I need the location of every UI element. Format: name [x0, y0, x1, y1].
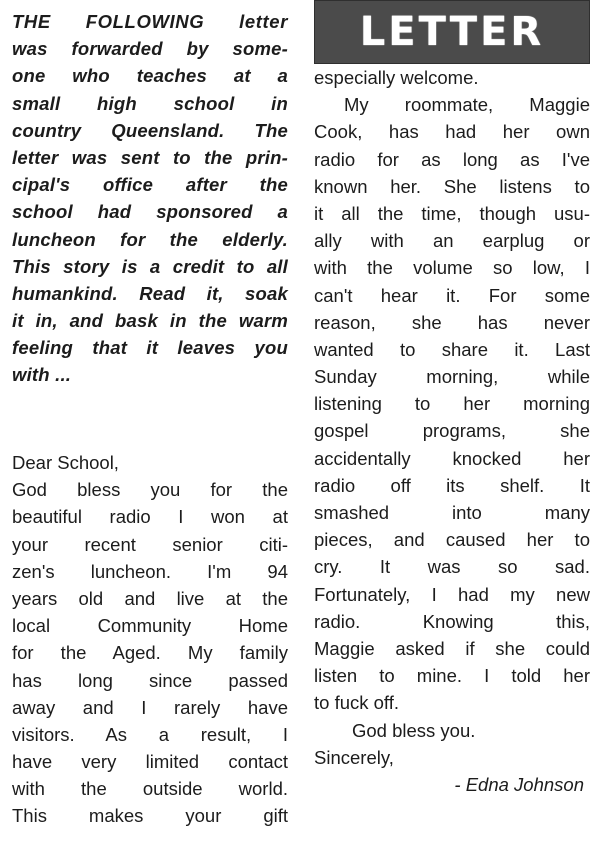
letter-line: Maggie asked if she could	[314, 637, 590, 659]
intro-line: was forwarded by some-	[12, 38, 288, 60]
letter-line: can't hear it. For some	[314, 284, 590, 306]
letter-line: listening to her morning	[314, 393, 590, 415]
letter-line: This makes your gift	[12, 805, 288, 827]
intro-line: luncheon for the elderly.	[12, 228, 288, 250]
letter-line: pieces, and caused her to	[314, 529, 590, 551]
letter-line: Cook, has had her own	[314, 121, 590, 143]
letter-line: cry. It was so sad.	[314, 556, 590, 578]
letter-line: have very limited contact	[12, 751, 288, 773]
letter-line: zen's luncheon. I'm 94	[12, 560, 288, 582]
letter-line: My roommate, Maggie	[344, 94, 590, 116]
letter-line: to fuck off.	[314, 692, 400, 714]
intro-paragraph	[12, 8, 288, 389]
letter-header-banner	[314, 0, 590, 64]
letter-line: Sunday morning, while	[314, 366, 590, 388]
letter-line: radio. Knowing this,	[314, 610, 590, 632]
letter-line: has long since passed	[12, 669, 288, 691]
intro-line: THE FOLLOWING letter	[12, 11, 288, 32]
intro-line: with ...	[12, 364, 72, 386]
letter-line: it all the time, though usu-	[314, 202, 590, 224]
letter-line: ally with an earplug or	[314, 230, 590, 252]
intro-line: cipal's office after the	[12, 174, 288, 196]
letter-line: radio for as long as I've	[314, 148, 590, 170]
intro-line: one who teaches at a	[12, 65, 288, 87]
letter-line: local Community Home	[12, 615, 288, 637]
letter-signature: - Edna Johnson	[454, 773, 584, 795]
letter-line: smashed into many	[314, 502, 590, 523]
intro-line: it in, and bask in the warm	[12, 310, 288, 332]
letter-salutation: Dear School,	[12, 452, 119, 473]
letter-line: with the outside world.	[12, 778, 288, 800]
intro-line: letter was sent to the prin-	[12, 146, 288, 168]
letter-line: for the Aged. My family	[12, 642, 288, 664]
letter-line: away and I rarely have	[12, 696, 288, 718]
letter-line: known her. She listens to	[314, 175, 590, 197]
letter-line: beautiful radio I won at	[12, 506, 288, 528]
letter-line: God bless you for the	[12, 479, 288, 501]
letter-line: accidentally knocked her	[314, 447, 590, 469]
letter-line: with the volume so low, I	[314, 257, 590, 279]
letter-line: gospel programs, she	[314, 420, 590, 442]
letter-line: reason, she has never	[314, 311, 590, 333]
letter-line: radio off its shelf. It	[314, 474, 590, 496]
intro-line: This story is a credit to all	[12, 255, 288, 277]
letter-line: your recent senior citi-	[12, 533, 288, 555]
letter-header-title: LETTER	[359, 9, 545, 55]
intro-line: small high school in	[12, 92, 288, 114]
letter-sign-off: Sincerely,	[314, 746, 394, 768]
letter-line: wanted to share it. Last	[314, 338, 590, 360]
intro-line: humankind. Read it, soak	[12, 282, 288, 304]
letter-blessing: God bless you.	[352, 719, 476, 741]
intro-line: feeling that it leaves you	[12, 337, 288, 359]
letter-body-left	[12, 449, 288, 830]
intro-line: country Queensland. The	[12, 119, 288, 141]
letter-line: listen to mine. I told her	[314, 665, 590, 687]
letter-body-right	[314, 64, 590, 798]
letter-line: especially welcome.	[314, 67, 479, 88]
letter-line: visitors. As a result, I	[12, 723, 288, 745]
letter-line: Fortunately, I had my new	[314, 583, 590, 605]
intro-line: school had sponsored a	[12, 201, 288, 223]
letter-line: years old and live at the	[12, 587, 288, 609]
